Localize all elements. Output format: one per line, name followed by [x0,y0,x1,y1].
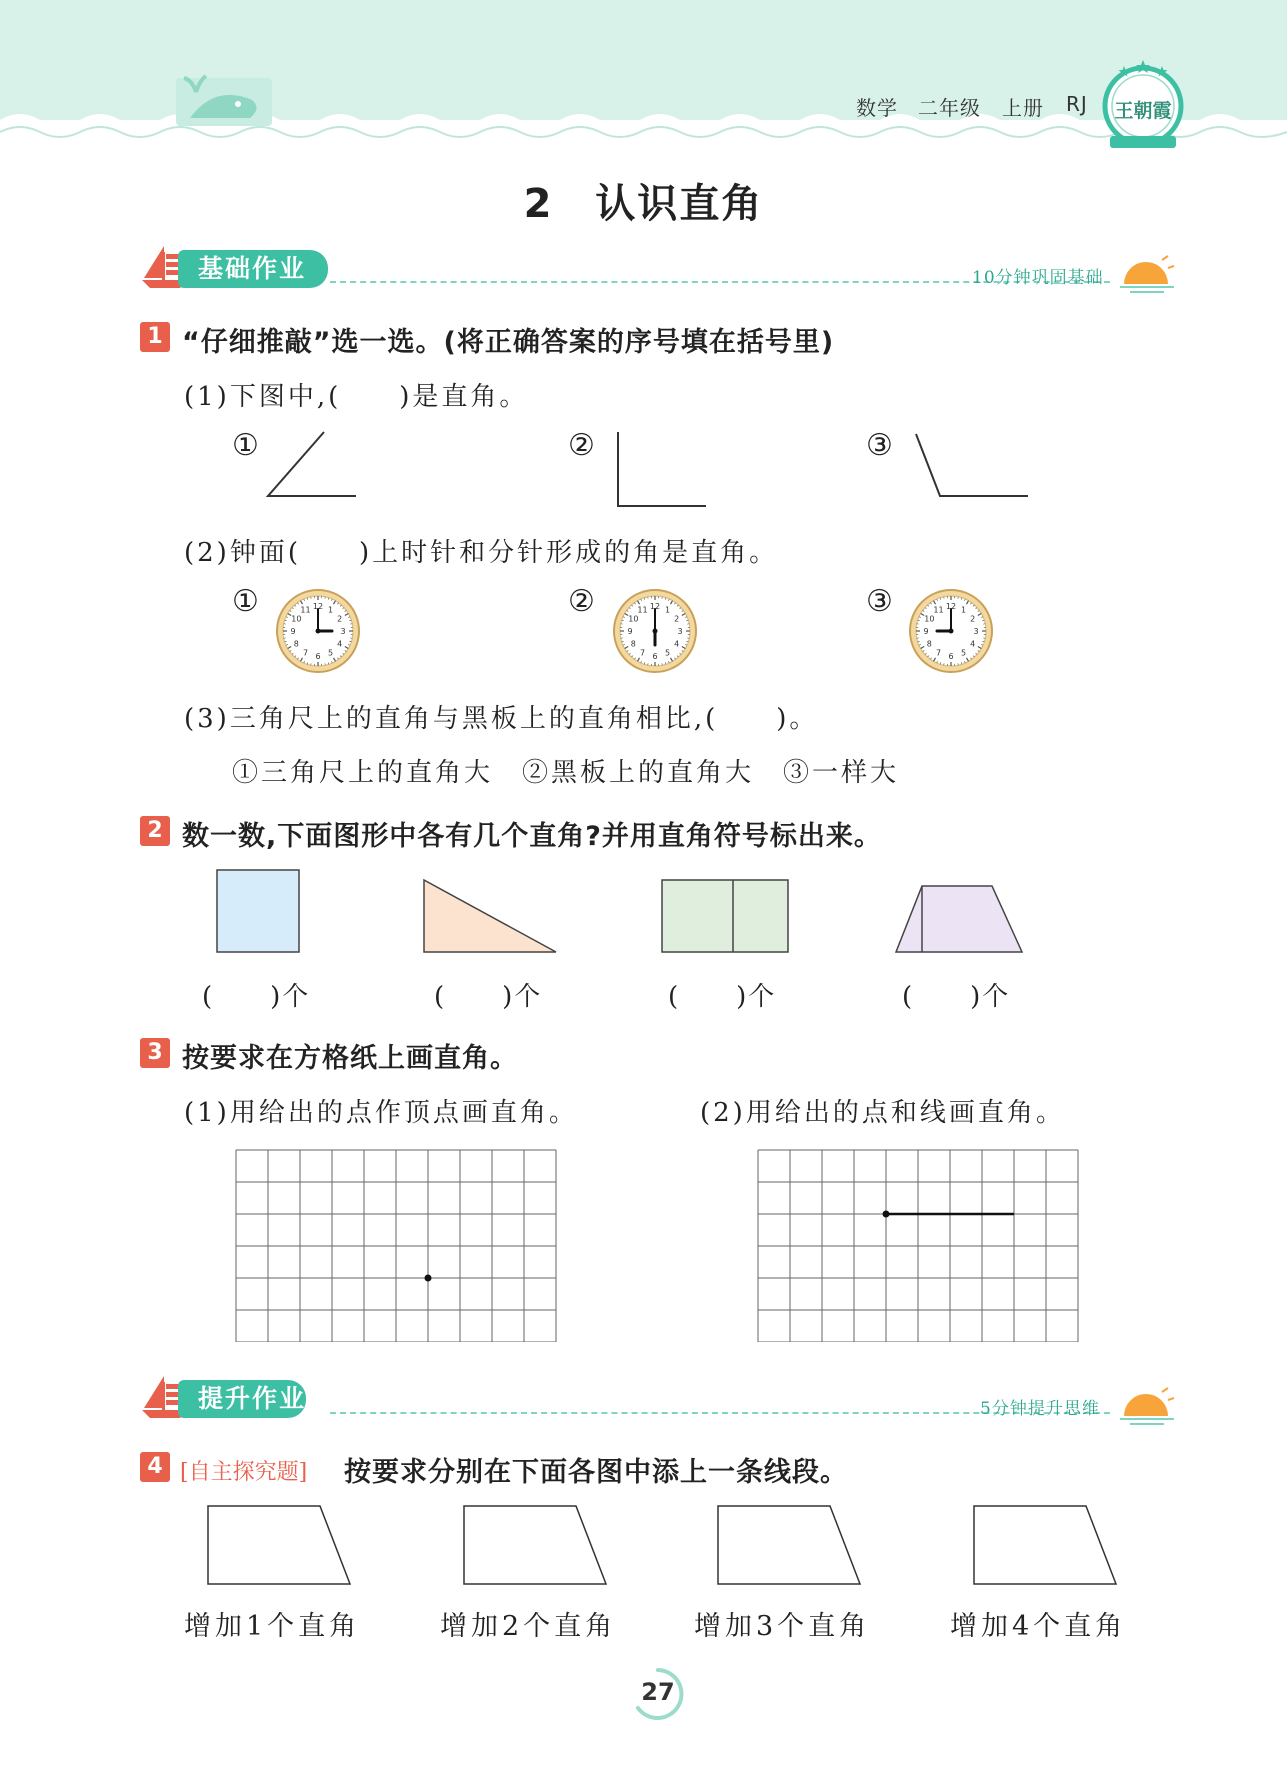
clock-option-2-label: ② [568,584,595,619]
clock-option-3-label: ③ [866,584,893,619]
svg-text:11: 11 [933,605,944,615]
caption-3: 增加3个直角 [694,1611,871,1642]
header-band [0,0,1287,150]
clock-face-1 [275,588,361,674]
header-subject: 数学 [856,96,898,120]
svg-text:10: 10 [291,614,302,624]
svg-text:2: 2 [970,614,976,624]
svg-text:1: 1 [664,605,671,615]
angle-option-2-label: ② [568,428,595,463]
svg-text:5: 5 [664,648,671,658]
angle-option-1-label: ① [232,428,259,463]
svg-text:2: 2 [674,614,680,624]
svg-text:12: 12 [649,602,661,611]
section-advanced-label: 提升作业 [178,1380,306,1418]
question-1-prompt: “仔细推敲”选一选。(将正确答案的序号填在括号里) [182,327,835,358]
answer-blank-3[interactable]: ( )个 [668,982,777,1012]
angle-option-3-figure [912,430,1032,500]
quadrilateral-4[interactable] [972,1504,1118,1586]
header-volume: 上册 [1002,96,1044,120]
answer-blank-1[interactable]: ( )个 [202,982,311,1012]
svg-text:5: 5 [960,648,967,658]
question-3-sub2: (2)用给出的点和线画直角。 [700,1098,1065,1128]
sunset-icon [1118,254,1176,294]
svg-text:6: 6 [315,652,321,661]
question-4-tag: [自主探究题] [180,1460,308,1485]
svg-text:7: 7 [639,648,646,658]
quadrilateral-3[interactable] [716,1504,862,1586]
svg-text:5: 5 [327,648,334,658]
svg-text:3: 3 [340,627,346,636]
svg-text:12: 12 [945,602,957,611]
svg-text:10: 10 [628,614,639,624]
question-1-sub2: (2)钟面( )上时针和分针形成的角是直角。 [184,538,779,568]
svg-text:6: 6 [948,652,954,661]
question-2-prompt: 数一数,下面图形中各有几个直角?并用直角符号标出来。 [182,821,882,852]
angle-option-2-figure [612,428,712,510]
square-fill [217,870,299,952]
question-2-number: 2 [140,816,170,846]
header-grade: 二年级 [918,96,981,120]
clock-option-1-label: ① [232,584,259,619]
svg-text:9: 9 [923,627,929,636]
svg-text:3: 3 [677,627,683,636]
svg-text:11: 11 [300,605,311,615]
section-advanced-note: 5分钟提升思维 [980,1399,1100,1419]
svg-text:9: 9 [627,627,633,636]
trapezoid-fill [896,886,1022,952]
shape-divided-rectangle [660,878,790,954]
question-3-number: 3 [140,1038,170,1068]
page-title: 2 认识直角 [523,181,764,227]
caption-4: 增加4个直角 [950,1611,1127,1642]
angle-option-1-figure [264,428,364,500]
svg-text:10: 10 [924,614,935,624]
svg-text:8: 8 [630,639,636,649]
svg-text:4: 4 [337,639,343,649]
triangle-fill [424,880,556,952]
svg-text:9: 9 [290,627,296,636]
svg-text:1: 1 [960,605,967,615]
svg-text:12: 12 [312,602,324,611]
svg-text:3: 3 [973,627,979,636]
grid-paper-1[interactable] [234,1148,558,1342]
quadrilateral-2[interactable] [462,1504,608,1586]
svg-text:11: 11 [637,605,648,615]
answer-blank-2[interactable]: ( )个 [434,982,543,1012]
answer-blank-4[interactable]: ( )个 [902,982,1011,1012]
question-4-number: 4 [140,1452,170,1482]
angle-option-3-label: ③ [866,428,893,463]
rectangle-fill [662,880,788,952]
grid-paper-2[interactable] [756,1148,1080,1342]
svg-text:4: 4 [674,639,680,649]
clock-face-3 [908,588,994,674]
svg-text:8: 8 [926,639,932,649]
question-1-sub3: (3)三角尺上的直角与黑板上的直角相比,( )。 [184,704,819,734]
svg-text:4: 4 [970,639,976,649]
section-basic-note: 10分钟巩固基础 [972,268,1104,288]
question-1-number: 1 [140,322,170,352]
question-3-prompt: 按要求在方格纸上画直角。 [182,1043,518,1074]
shape-right-triangle [422,878,558,954]
svg-text:7: 7 [302,648,309,658]
svg-text:8: 8 [293,639,299,649]
page-number: 27 [641,1678,675,1706]
caption-2: 增加2个直角 [440,1611,617,1642]
question-1-sub3-choices: ①三角尺上的直角大 ②黑板上的直角大 ③一样大 [232,758,900,788]
svg-text:1: 1 [327,605,334,615]
quadrilateral-1[interactable] [206,1504,352,1586]
clock-face-2 [612,588,698,674]
svg-text:2: 2 [337,614,343,624]
question-3-sub1: (1)用给出的点作顶点画直角。 [184,1098,578,1128]
svg-text:7: 7 [935,648,942,658]
shape-square [216,868,302,954]
logo-text: 王朝霞 [1114,100,1172,122]
caption-1: 增加1个直角 [184,1611,361,1642]
section-basic-label: 基础作业 [178,250,328,288]
svg-text:6: 6 [652,652,658,661]
sunset-icon [1118,1386,1176,1426]
question-1-sub1: (1)下图中,( )是直角。 [184,382,529,412]
shape-trapezoid [894,884,1024,954]
whale-icon [176,76,272,126]
header-edition: RJ [1066,92,1088,116]
question-4-prompt: 按要求分别在下面各图中添上一条线段。 [344,1457,848,1488]
